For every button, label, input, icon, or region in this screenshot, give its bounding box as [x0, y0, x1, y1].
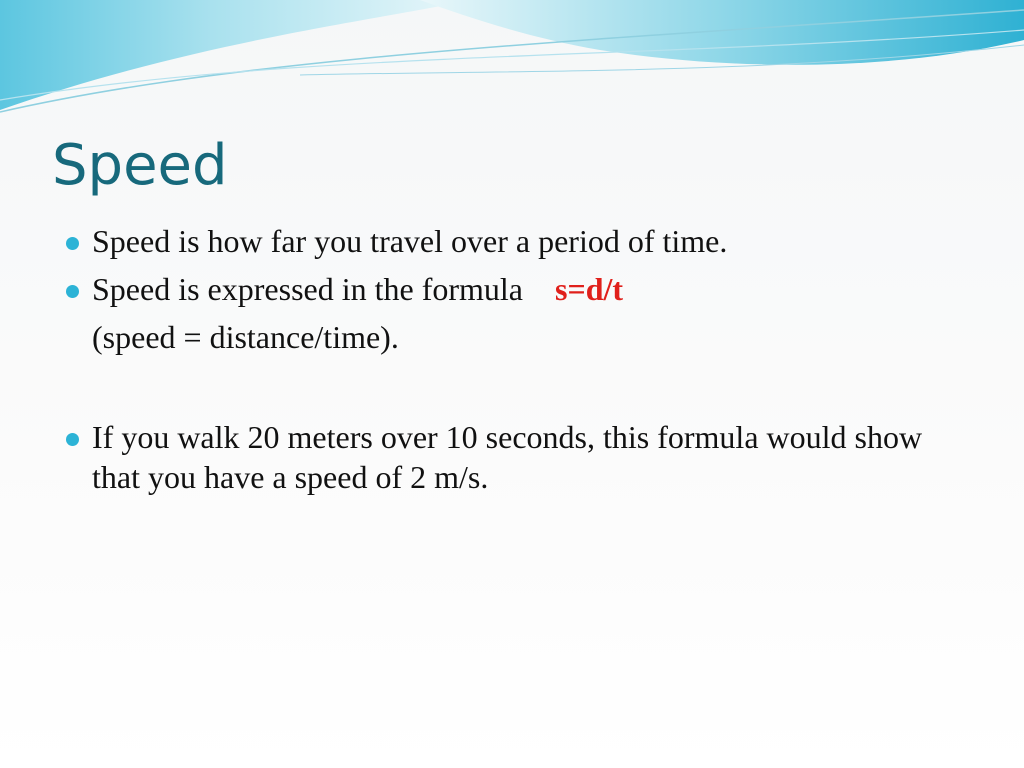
- bullet-text: Speed is how far you travel over a period of time.: [92, 223, 728, 259]
- bullet-text: Speed is expressed in the formula: [92, 271, 523, 307]
- bullet-continuation: (speed = distance/time).: [92, 319, 399, 355]
- bullet-item: [92, 417, 932, 497]
- header-wave-decoration: [0, 0, 1024, 120]
- filled-circle-bullet-icon: [66, 285, 79, 298]
- filled-circle-bullet-icon: [66, 237, 79, 250]
- filled-circle-bullet-icon: [66, 433, 79, 446]
- bullet-text: If you walk 20 meters over 10 seconds, this formula would show that you have a speed of 2 m/s.: [92, 419, 923, 495]
- formula-text: s=d/t: [555, 271, 624, 307]
- slide-title: Speed: [52, 133, 228, 198]
- bullet-item: [92, 269, 932, 309]
- bullet-item: [92, 221, 932, 261]
